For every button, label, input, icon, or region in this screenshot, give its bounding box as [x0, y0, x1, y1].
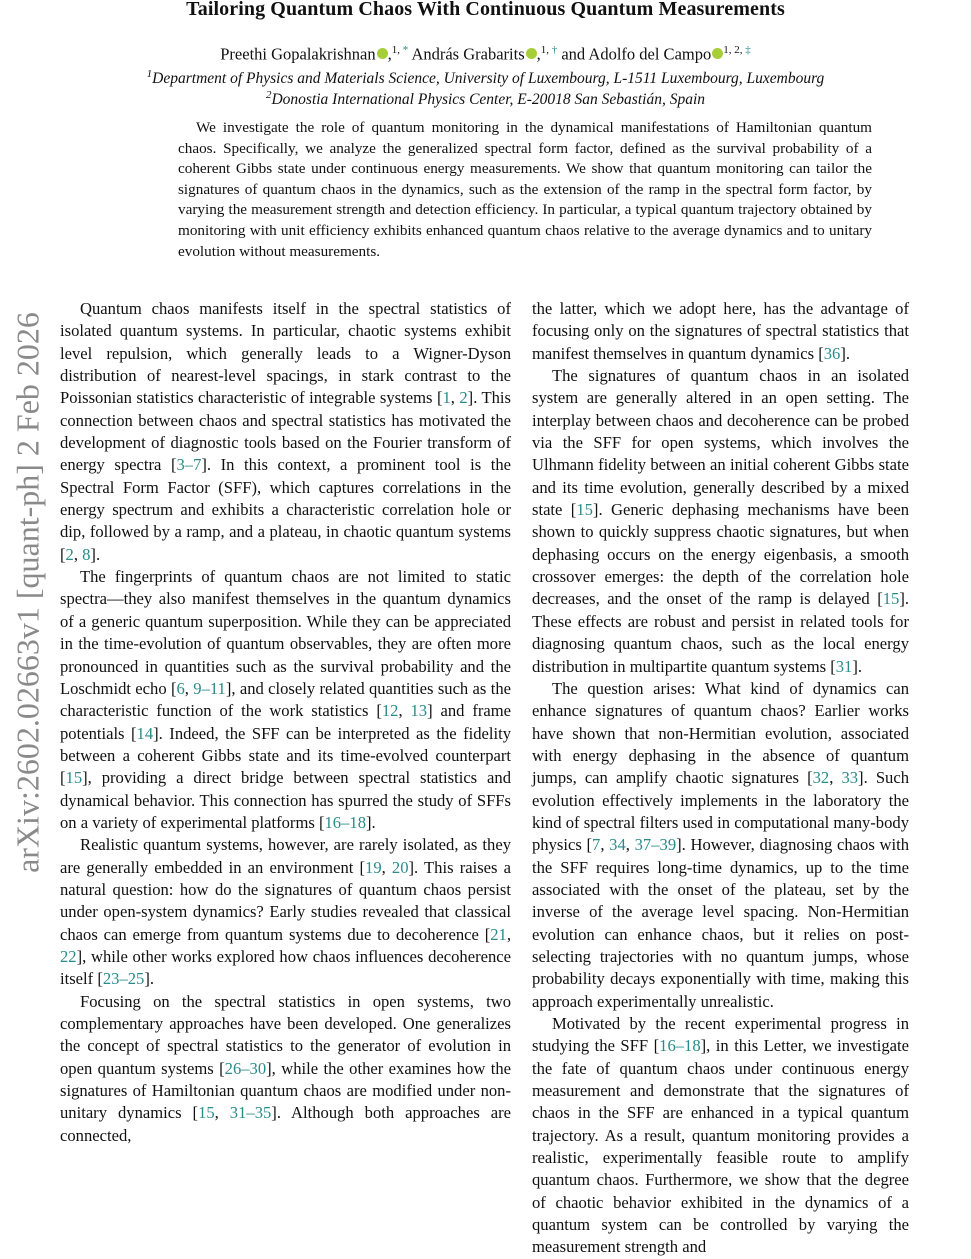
arxiv-identifier: arXiv:2602.02663v1 [quant-ph] 2 Feb 2026 — [9, 312, 46, 873]
author-note-mark[interactable]: ‡ — [745, 44, 751, 56]
affiliation-1 — [0, 68, 971, 88]
citation-link[interactable]: 2 — [65, 544, 74, 564]
citation-link[interactable]: 34 — [609, 835, 626, 855]
author-list: Preethi Gopalakrishnan ,$^{1, *}$ András Grabarits ,$^{1, \dagger}$ and Adolfo del Campo $^{1, 2, \ddagger}$ — [220, 44, 751, 64]
citation-link[interactable]: 36 — [823, 343, 841, 363]
citation-link[interactable]: 15 — [65, 768, 83, 788]
citation-link[interactable]: 2 — [459, 388, 468, 408]
citation-link[interactable]: 19 — [365, 857, 382, 877]
citation-link[interactable]: 8 — [82, 544, 91, 564]
author-affil: 1, 2, — [723, 44, 746, 56]
citation-link[interactable]: 1 — [442, 388, 451, 408]
citation-link[interactable]: 7 — [592, 835, 601, 855]
left-column — [60, 298, 511, 1147]
affil-num: 1 — [146, 68, 153, 80]
affil-text: Donostia International Physics Center, E-20018 San Sebastián, Spain — [271, 91, 706, 109]
author-note-mark[interactable]: * — [402, 44, 409, 56]
citation-link[interactable]: 22 — [60, 946, 77, 966]
and-word: and — [561, 44, 586, 64]
citation-link[interactable]: 3–7 — [176, 455, 202, 475]
affiliation-2 — [0, 89, 971, 109]
citation-link[interactable]: 16–18 — [659, 1036, 701, 1056]
orcid-icon[interactable] — [377, 48, 388, 59]
author-name: Adolfo del Campo — [588, 44, 712, 64]
citation-link[interactable]: 9–11 — [193, 678, 226, 698]
paper-title: Tailoring Quantum Chaos With Continuous Quantum Measurements — [186, 0, 785, 20]
citation-link[interactable]: 23–25 — [102, 969, 145, 989]
paragraph: The question arises: What kind of dynamics can enhance signatures of quantum chaos? Earlier works have shown that non-Hermitian evolution, associated with energy dephasing in the absence of quantum jumps, can amplify chaotic signatures [32, 33]. Such evolution effectively implements in the laboratory the kind of spectral filters used in computational many-body physics [7, 34, 37–39]. However, diagnosing chaos with the SFF requires long-time dynamics, up to the time associated with the onset of the plateau, set by the inverse of the average level spacing. Non-Hermitian evolution can enhance chaos, but it relies on post-selecting trajectories with no quantum jumps, whose probability decays exponentially with time, making this approach experimentally unrealistic. — [532, 678, 910, 1011]
citation-link[interactable]: 15 — [576, 500, 593, 520]
citation-link[interactable]: 31–35 — [229, 1103, 272, 1123]
orcid-icon[interactable] — [526, 48, 537, 59]
paragraph: Realistic quantum systems, however, are rarely isolated, as they are generally embedded in an environment [19, 20]. This raises a natural question: how do the signatures of quantum chaos persist under open-system dynamics? Early studies revealed that classical chaos can emerge from quantum systems due to decoherence [21, 22], while other works explored how chaos influences decoherence itself [23–25]. — [60, 835, 511, 989]
citation-link[interactable]: 12 — [381, 701, 399, 721]
paragraph: Quantum chaos manifests itself in the spectral statistics of isolated quantum systems. In particular, chaotic systems exhibit level repulsion, which generally leads to a Wigner-Dyson distribution of nearest-level spacings, in stark contrast to the Poissonian statistics characteristic of integrable systems [1, 2]. This connection between chaos and spectral statistics has motivated the development of diagnostic tools based on the Fourier transform of energy spectra [3–7]. In this context, a prominent tool is the Spectral Form Factor (SFF), which captures correlations in the energy spectrum and exhibits a characteristic correlation hole or dip, followed by a ramp, and a plateau, in chaotic quantum systems [2, 8]. — [60, 299, 512, 564]
right-column — [532, 298, 909, 1259]
paragraph: Motivated by the recent experimental progress in studying the SFF [16–18], in this Letter, we investigate the fate of quantum chaos under continuous energy measurement and demonstrate that the signatures of chaos in the SFF are enhanced in a typical quantum trajectory. As a result, quantum monitoring provides a realistic, experimentally feasible route to amplify quantum chaos. Furthermore, we show that the degree of chaotic behavior exhibited in the dynamics of a quantum system can be controlled by varying the measurement strength and — [532, 1014, 909, 1257]
citation-link[interactable]: 6 — [176, 678, 185, 698]
citation-link[interactable]: 13 — [410, 701, 428, 721]
abstract: We investigate the role of quantum monitoring in the dynamical manifestations of Hamiltonian quantum chaos. Specifically, we analyze the generalized spectral form factor, defined as the survival probability of a coherent Gibbs state under continuous energy measurements. We show that quantum monitoring can tailor the signatures of quantum chaos in the dynamics, such as the extension of the ramp in the spectral form factor, by varying the measurement strength and detection efficiency. In particular, a typical quantum trajectory obtained by monitoring with unit efficiency exhibits enhanced quantum chaos relative to the average dynamics and to unitary evolution without measurements. — [178, 119, 872, 260]
author-note-mark[interactable]: † — [551, 44, 558, 56]
citation-link[interactable]: 20 — [391, 857, 409, 877]
paragraph: The fingerprints of quantum chaos are not limited to static spectra—they also manifest themselves in the quantum dynamics of a generic quantum superposition. While they can be appreciated in the time-evolution of quantum observables, they are often more pronounced in quantities such as the survival probability and the Loschmidt echo [6, 9–11], and closely related quantities such as the characteristic function of the work statistics [12, 13] and frame potentials [14]. Indeed, the SFF can be interpreted as the fidelity between a coherent Gibbs state and its time-evolved counterpart [15], providing a direct bridge between spectral statistics and dynamical behavior. This connection has spurred the study of SFFs on a variety of experimental platforms [16–18]. — [60, 567, 512, 832]
citation-link[interactable]: 31 — [835, 656, 853, 676]
affil-num: 2 — [265, 89, 272, 101]
author-name: András Grabarits — [411, 44, 525, 64]
paragraph: the latter, which we adopt here, has the advantage of focusing only on the signatures of spectral statistics that manifest themselves in quantum dynamics [36]. — [532, 299, 909, 363]
orcid-icon[interactable] — [712, 48, 723, 59]
author-affil: 1, — [540, 44, 552, 56]
citation-link[interactable]: 37–39 — [634, 835, 677, 855]
paragraph: The signatures of quantum chaos in an isolated system are generally altered in an open setting. The interplay between chaos and decoherence can be probed via the SFF for open systems, which involves the Ulhmann fidelity between an initial coherent Gibbs state and its time evolution, generally described by a mixed state [15]. Generic dephasing mechanisms have been shown to quickly suppress chaotic signatures, but when dephasing occurs on the energy eigenbasis, a smooth crossover emerges: the depth of the correlation hole decreases, and the onset of the ramp is delayed [15]. These effects are robust and persist in related tools for diagnosing quantum chaos, such as the local energy distribution in multipartite quantum systems [31]. — [532, 366, 909, 676]
citation-link[interactable]: 26–30 — [224, 1058, 267, 1078]
citation-link[interactable]: 21 — [490, 924, 507, 944]
citation-link[interactable]: 15 — [882, 589, 900, 609]
citation-link[interactable]: 15 — [198, 1103, 215, 1123]
citation-link[interactable]: 14 — [136, 723, 154, 743]
author-affil: 1, — [391, 44, 403, 56]
author-name: Preethi Gopalakrishnan — [220, 44, 376, 64]
affil-text: Department of Physics and Materials Science, University of Luxembourg, L-1511 Luxembourg, Luxembourg — [152, 70, 825, 88]
citation-link[interactable]: 32 — [812, 768, 830, 788]
citation-link[interactable]: 33 — [841, 768, 859, 788]
paragraph: Focusing on the spectral statistics in open systems, two complementary approaches have been developed. One generalizes the concept of spectral statistics to the generator of evolution in open quantum systems [26–30], while the other examines how the signatures of Hamiltonian quantum chaos are modified under non-unitary dynamics [15, 31–35]. Although both approaches are connected, — [60, 991, 512, 1145]
citation-link[interactable]: 16–18 — [324, 812, 366, 832]
